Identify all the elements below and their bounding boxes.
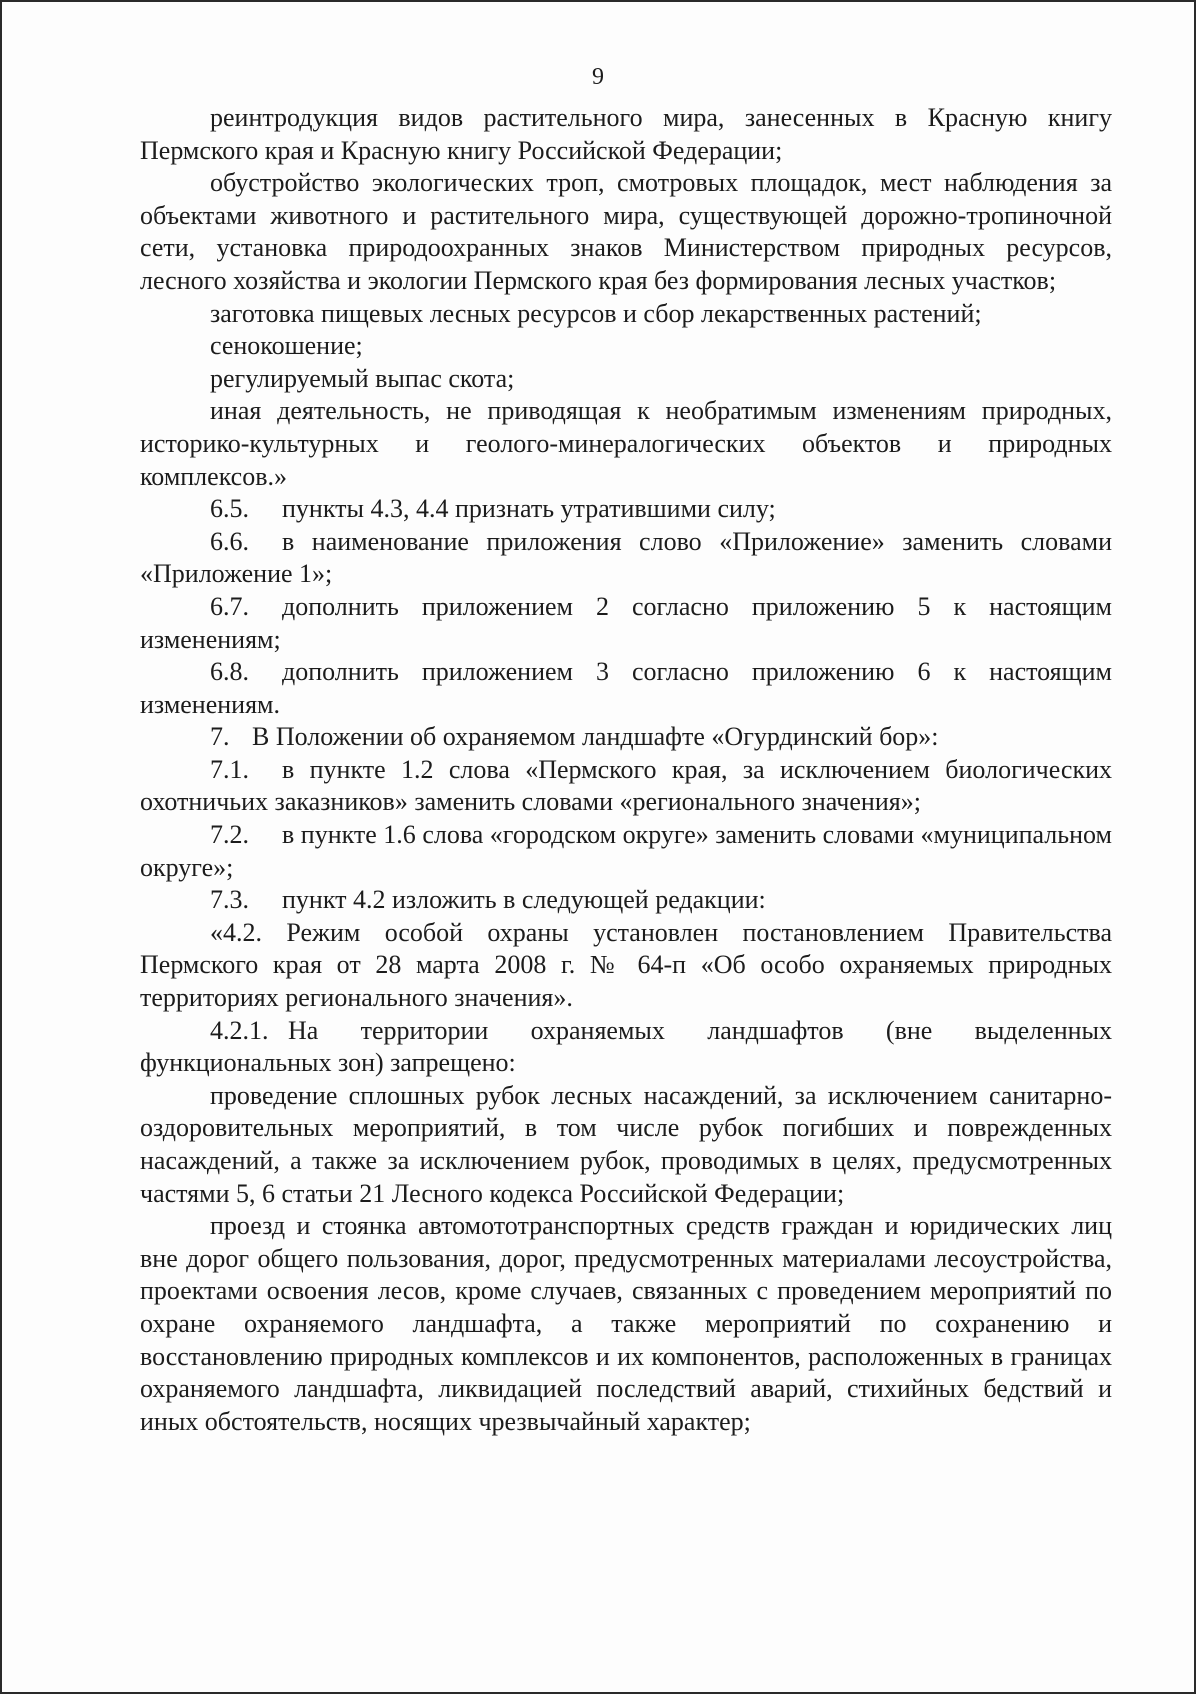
numbered-item [140, 591, 1112, 656]
item-number: 7. [210, 722, 230, 752]
item-number: 7.3. [210, 885, 249, 915]
item-text: дополнить приложением 2 согласно приложению 5 к настоящим изменениям; [140, 591, 1112, 654]
item-number: 6.5. [210, 494, 249, 524]
document-body [140, 102, 1112, 1438]
item-text: На территории охраняемых ландшафтов (вне выделенных функциональных зон) запрещено: [140, 1015, 1112, 1078]
paragraph: реинтродукция видов растительного мира, занесенных в Красную книгу Пермского края и Красную книгу Российской Федерации; [140, 103, 1112, 165]
item-text: в наименование приложения слово «Приложение» заменить словами «Приложение 1»; [140, 526, 1112, 589]
numbered-item [140, 819, 1112, 884]
numbered-item [140, 1015, 1112, 1080]
numbered-item [140, 754, 1112, 819]
paragraph: заготовка пищевых лесных ресурсов и сбор лекарственных растений; [210, 298, 982, 328]
page-number: 9 [592, 64, 604, 90]
item-text: пункты 4.3, 4.4 признать утратившими силу; [282, 494, 776, 524]
paragraph: иная деятельность, не приводящая к необратимым изменениям природных, историко-культурных и геолого-минералогических объектов и природных комплексов.» [140, 396, 1112, 491]
numbered-item [140, 526, 1112, 591]
item-text: в пункте 1.6 слова «городском округе» заменить словами «муниципальном округе»; [140, 820, 1112, 882]
item-text: пункт 4.2 изложить в следующей редакции: [282, 885, 766, 915]
paragraph: проведение сплошных рубок лесных насаждений, за исключением санитарно-оздоровительных мероприятий, в том числе рубок погибших и поврежденных насаждений, а также за исключением рубок, проводимых в целях, предусмотренных частями 5, 6 статьи 21 Лесного кодекса Российской Федерации; [140, 1080, 1112, 1208]
paragraph: регулируемый выпас скота; [210, 363, 515, 393]
paragraph: сенокошение; [210, 331, 363, 361]
item-text: в пункте 1.2 слова «Пермского края, за исключением биологических охотничьих заказников» заменить словами «регионального значения»; [140, 754, 1112, 817]
numbered-item [140, 493, 1112, 526]
item-number: 6.6. [210, 526, 249, 556]
numbered-item [140, 656, 1112, 721]
numbered-item [140, 884, 1112, 917]
item-number: 7.2. [210, 820, 249, 850]
item-number: 4.2.1. [210, 1015, 269, 1045]
item-text: В Положении об охраняемом ландшафте «Огурдинский бор»: [252, 722, 939, 752]
item-number: 6.8. [210, 657, 249, 687]
paragraph: «4.2. Режим особой охраны установлен постановлением Правительства Пермского края от 28 марта 2008 г. № 64-п «Об особо охраняемых природных территориях регионального значения». [140, 917, 1112, 1013]
numbered-item [140, 721, 1112, 754]
paragraph: обустройство экологических троп, смотровых площадок, мест наблюдения за объектами животного и растительного мира, существующей дорожно-тропиночной сети, установка природоохранных знаков Министерством природных ресурсов, лесного хозяйства и экологии Пермского края без формирования лесных участков; [140, 168, 1112, 295]
item-number: 6.7. [210, 591, 249, 621]
paragraph: проезд и стоянка автомототранспортных средств граждан и юридических лиц вне дорог общего пользования, дорог, предусмотренных материалами лесоустройства, проектами освоения лесов, кроме случаев, связанных с проведением мероприятий по охране охраняемого ландшафта, а также мероприятий по сохранению и восстановлению природных комплексов и их компонентов, расположенных в границах охраняемого ландшафта, ликвидацией последствий аварий, стихийных бедствий и иных обстоятельств, носящих чрезвычайный характер; [140, 1211, 1112, 1436]
item-text: дополнить приложением 3 согласно приложению 6 к настоящим изменениям. [140, 657, 1112, 719]
item-number: 7.1. [210, 754, 249, 784]
